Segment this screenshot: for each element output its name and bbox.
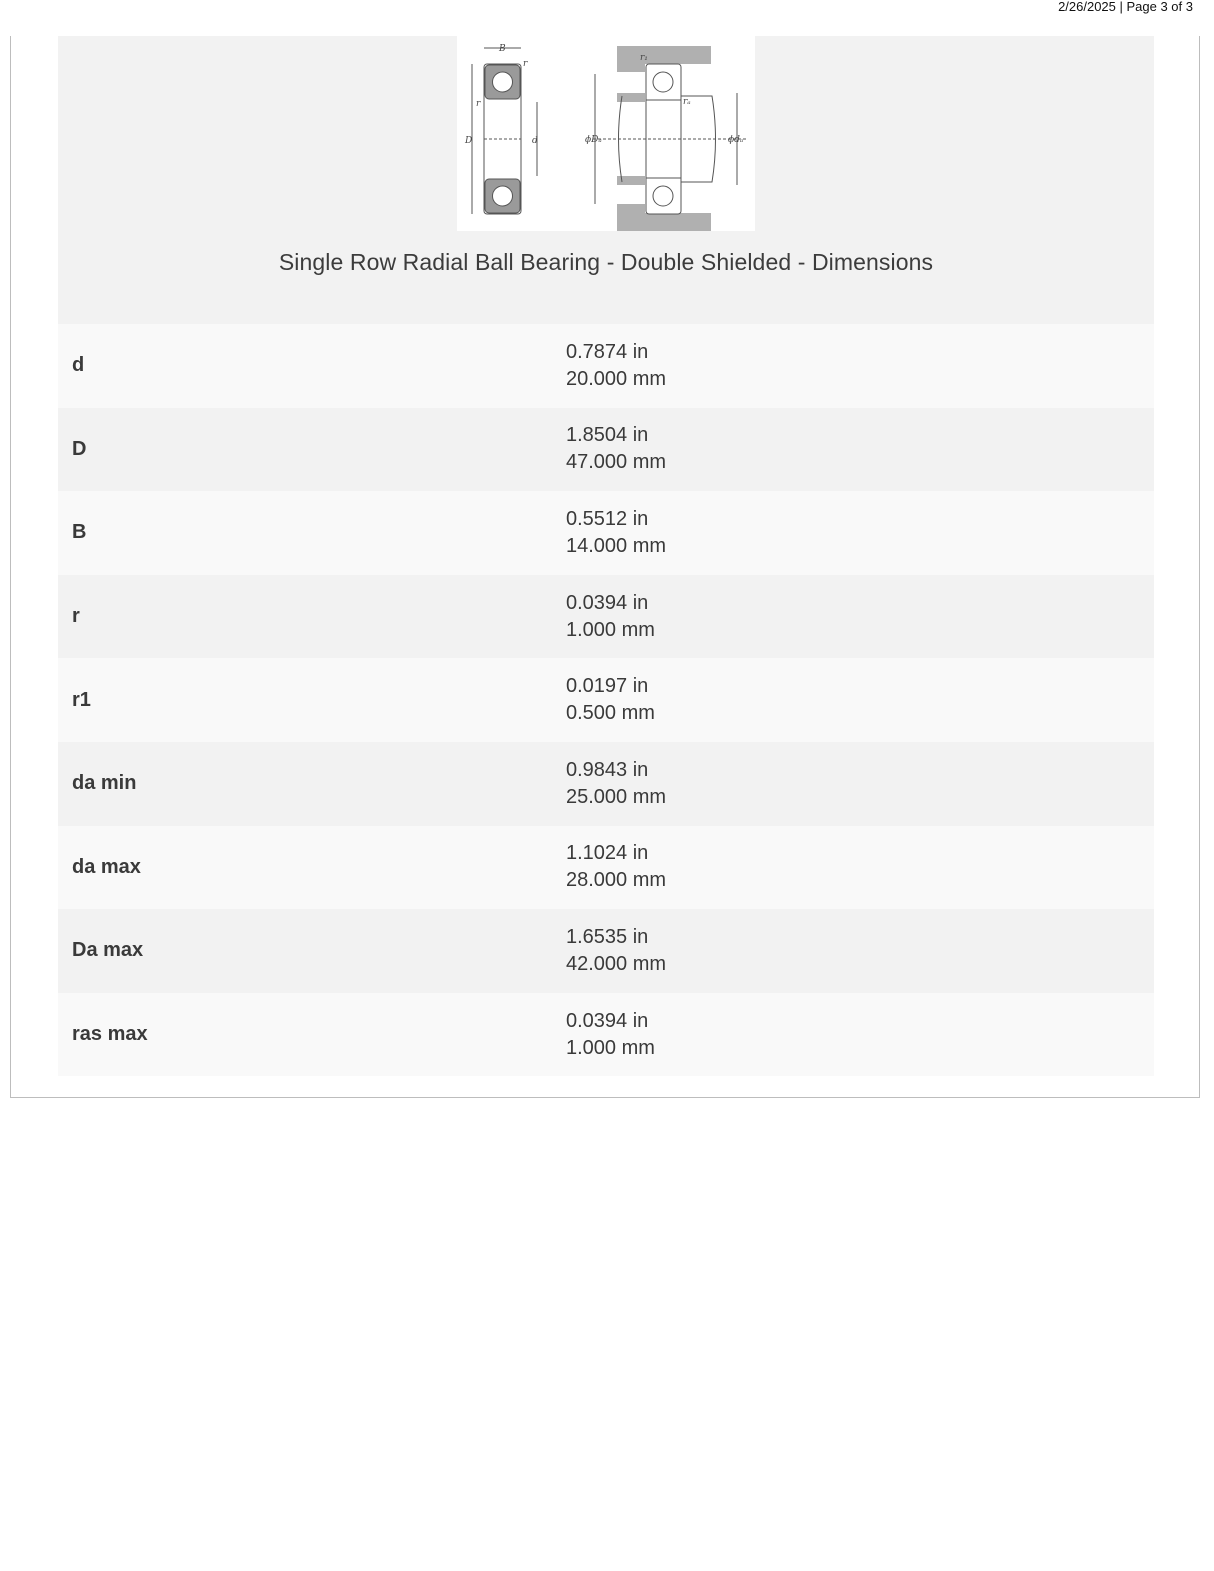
spec-value-in: 1.8504 in (566, 424, 649, 447)
spec-value-in: 0.0197 in (566, 675, 649, 698)
spec-value-mm: 20.000 mm (566, 367, 667, 390)
spec-values (566, 422, 666, 476)
label-r1: r₁ (640, 53, 648, 63)
spec-value-mm: 1.000 mm (566, 618, 655, 641)
spec-values (566, 590, 655, 644)
spec-value-in: 0.5512 in (566, 507, 649, 530)
spec-values (566, 339, 666, 393)
label-B: B (499, 44, 506, 54)
spec-label: da min (72, 772, 137, 795)
spec-row (58, 909, 1154, 993)
spec-value-in: 1.6535 in (566, 925, 649, 948)
spec-value-in: 0.0394 in (566, 591, 649, 614)
spec-label: d (72, 354, 85, 377)
spec-row (58, 324, 1154, 408)
spec-value-in: 0.9843 in (566, 758, 649, 781)
spec-value-mm: 25.000 mm (566, 785, 667, 808)
spec-row (58, 742, 1154, 826)
page-info: 2/26/2025 | Page 3 of 3 (1058, 0, 1193, 14)
spec-label: da max (72, 855, 141, 878)
figure-caption: Single Row Radial Ball Bearing - Double Shielded - Dimensions (278, 249, 934, 275)
label-r-side: r (476, 99, 481, 109)
label-Da: ϕDₐ (585, 135, 602, 145)
spec-value-in: 0.7874 in (566, 340, 649, 363)
spec-value-in: 0.0394 in (566, 1009, 649, 1032)
spec-row (58, 408, 1154, 492)
spec-label: D (72, 437, 87, 460)
spec-table (58, 324, 1154, 1076)
bearing-section-right (593, 46, 747, 231)
spec-value-mm: 42.000 mm (566, 952, 667, 975)
spec-values (566, 757, 666, 811)
bearing-section-left (472, 48, 537, 214)
spec-panel (58, 36, 1154, 1076)
label-d: d (532, 136, 538, 146)
spec-row (58, 993, 1154, 1077)
spec-values (566, 1008, 655, 1062)
bearing-diagram (457, 36, 755, 231)
figure-block (58, 36, 1154, 324)
spec-label: Da max (72, 939, 144, 962)
label-r-top: r (523, 59, 528, 69)
spec-value-mm: 0.500 mm (566, 702, 655, 725)
spec-value-mm: 47.000 mm (566, 451, 667, 474)
spec-values (566, 840, 666, 894)
spec-label: r (72, 605, 80, 628)
spec-row (58, 658, 1154, 742)
spec-values (566, 673, 655, 727)
spec-values (566, 506, 666, 560)
spec-value-mm: 14.000 mm (566, 534, 667, 557)
spec-values (566, 924, 666, 978)
spec-value-mm: 1.000 mm (566, 1036, 655, 1059)
spec-row (58, 826, 1154, 910)
spec-label: ras max (72, 1023, 148, 1046)
spec-value-in: 1.1024 in (566, 842, 649, 865)
label-da: ϕdₐ (728, 135, 744, 145)
spec-label: B (72, 521, 87, 544)
label-D: D (465, 136, 473, 146)
label-ra: rₐ (683, 97, 691, 107)
spec-row (58, 575, 1154, 659)
spec-label: r1 (72, 688, 91, 711)
spec-row (58, 491, 1154, 575)
spec-value-mm: 28.000 mm (566, 869, 667, 892)
